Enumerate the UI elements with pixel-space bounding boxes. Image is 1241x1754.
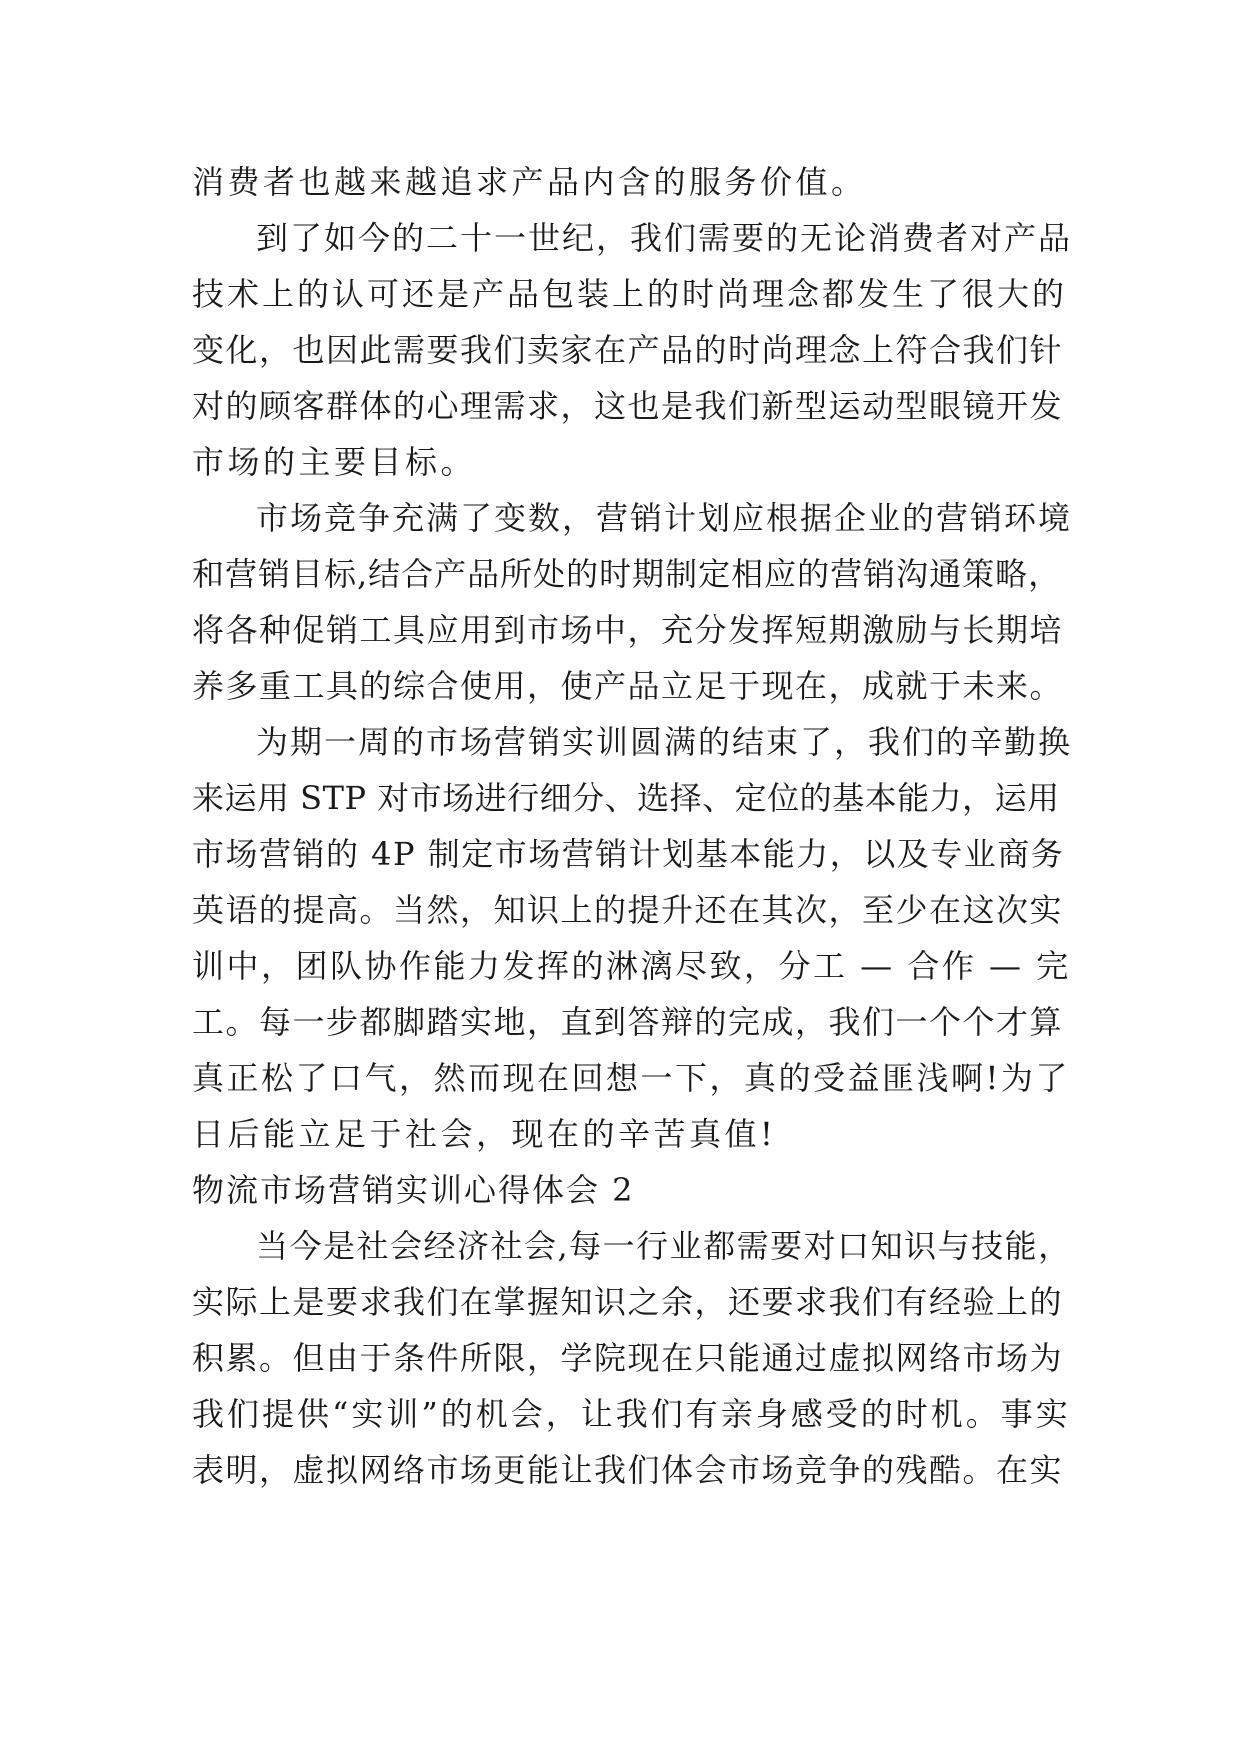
text-line: 将各种促销工具应用到市场中，充分发挥短期激励与长期培 [192, 611, 1064, 649]
text-line: 表明，虚拟网络市场更能让我们体会市场竞争的残酷。在实 [192, 1451, 1064, 1489]
text-line: 实际上是要求我们在掌握知识之余，还要求我们有经验上的 [192, 1283, 1064, 1321]
text-line: 变化，也因此需要我们卖家在产品的时尚理念上符合我们针 [192, 331, 1064, 369]
text-line: 我们提供“实训”的机会，让我们有亲身感受的时机。事实 [192, 1395, 1071, 1433]
text-line: 技术上的认可还是产品包装上的时尚理念都发生了很大的 [192, 275, 1068, 313]
text-line: 市场的主要目标。 [192, 443, 477, 481]
text-line: 来运用 STP 对市场进行细分、选择、定位的基本能力，运用 [192, 779, 1060, 817]
document-body [192, 154, 1072, 1498]
text-line: 训中，团队协作能力发挥的淋漓尽致，分工 — 合作 — 完 [192, 947, 1071, 985]
text-line: 英语的提高。当然，知识上的提升还在其次，至少在这次实 [192, 891, 1064, 929]
text-line: 消费者也越来越追求产品内含的服务价值。 [192, 163, 867, 201]
text-line: 养多重工具的综合使用，使产品立足于现在，成就于未来。 [192, 667, 1064, 705]
text-line: 市场竞争充满了变数，营销计划应根据企业的营销环境 [256, 499, 1073, 537]
text-line: 真正松了口气，然而现在回想一下，真的受益匪浅啊!为了 [192, 1059, 1070, 1097]
text-line: 到了如今的二十一世纪，我们需要的无论消费者对产品 [256, 219, 1073, 257]
section-heading: 物流市场营销实训心得体会 2 [192, 1171, 635, 1209]
text-line: 市场营销的 4P 制定市场营销计划基本能力，以及专业商务 [192, 835, 1065, 873]
text-line: 当今是社会经济社会,每一行业都需要对口知识与技能， [256, 1227, 1072, 1265]
text-line: 和营销目标,结合产品所处的时期制定相应的营销沟通策略， [192, 555, 1062, 593]
text-line: 日后能立足于社会，现在的辛苦真值! [192, 1115, 777, 1153]
text-line: 为期一周的市场营销实训圆满的结束了，我们的辛勤换 [256, 723, 1073, 761]
text-line: 工。每一步都脚踏实地，直到答辩的完成，我们一个个才算 [192, 1003, 1064, 1041]
text-line: 对的顾客群体的心理需求，这也是我们新型运动型眼镜开发 [192, 387, 1064, 425]
text-line: 积累。但由于条件所限，学院现在只能通过虚拟网络市场为 [192, 1339, 1064, 1377]
